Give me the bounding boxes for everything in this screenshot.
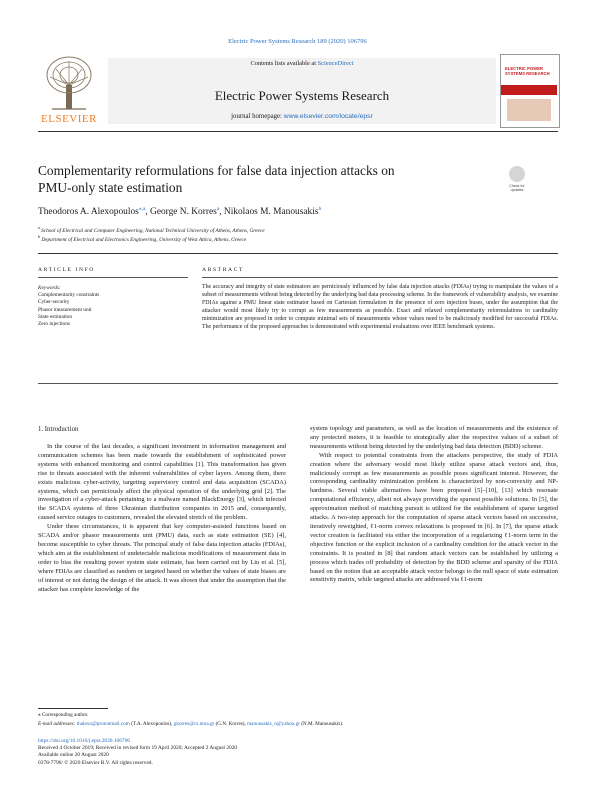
abstract-rule	[202, 277, 558, 278]
homepage-prefix: journal homepage:	[231, 113, 282, 120]
author-affil-marker[interactable]: b	[318, 206, 322, 212]
keyword-item: Complementarity constraints	[38, 292, 100, 299]
keyword-item: State estimation	[38, 313, 72, 320]
check-updates-line2: updates	[510, 188, 524, 192]
keywords-block	[38, 285, 188, 328]
header-rule	[38, 131, 558, 132]
article-info-heading: ARTICLE INFO	[38, 267, 95, 273]
corresponding-author-note: ⁎ Corresponding author.	[38, 712, 89, 718]
journal-cover-thumbnail[interactable]	[500, 54, 560, 128]
keyword-item: Zero injections	[38, 321, 70, 328]
body-paragraph: With respect to potential constraints from the attackers perspective, the study of FDIA creation where the adversary would most likely utilize sparse attack vectors and, thus, maliciously corrupt as few measurements as possible poses significant interest. However, the corresponding cardinality minimization problem is characterized by non-convexity and NP-hardness. Several viable alternatives have been proposed [5]–[10], [13] which resonate computational efficiency, albeit not always providing the sparsest possible solutions. In [5], the approximation method of matching pursuit is utilized for the establishment of sparse targeted attacks. A two-step approach for the computation of sparse attack vectors based on successive, iteratively reweighted, ℓ1-norm convex relaxations is proposed in [6]. In [7], the sparse attack vector creation is facilitated via either the incorporation of a regularizing ℓ1-norm term in the objective function or the explicit inclusion of a cardinality condition for the attack vector in the constraints. It is posited in [8] that random attack vectors can be established by utilizing a process which trades off probability of detection by the BDD scheme and sparsity of the FDIA based on the notion that an acceptable attack vector belongs to the null space of state estimation sensitivity matrix, while targeted attacks are addressed via ℓ1-norm	[310, 451, 558, 584]
affiliation-marker: b	[38, 234, 40, 239]
abstract-text: The accuracy and integrity of state estimators are perniciously influenced by false data injection attacks (FDIAs) trying to manipulate the values of a subset of measurements without being detected by the underlying bad data processing scheme. In the framework of vulnerability analysis, we examine FDIAs against a PMU linear state estimator based on Cartesian formulation in the presence of zero injection buses, under the assumption that the attacker would most likely try to corrupt as few measurements as possible. Exact and relaxed complementarity reformulations to cardinality minimization are proposed in order to compute minimal sets of measurements whose values need to be maliciously modified for successful FDIAs. The performance of the proposed approaches is demonstrated with experimental evaluations over IEEE benchmark systems.	[202, 284, 558, 330]
introduction-heading: 1. Introduction	[38, 426, 79, 433]
body-column-left	[38, 443, 286, 594]
received-dates: Received 4 October 2019; Received in revised form 19 April 2020; Accepted 2 August 2020	[38, 745, 238, 752]
journal-title: Electric Power Systems Research	[214, 88, 390, 103]
cover-stripe	[501, 85, 557, 95]
cover-title	[505, 67, 550, 76]
elsevier-wordmark: ELSEVIER	[41, 113, 97, 125]
body-paragraph-continued: system topology and parameters, as well as the location of measurements and the existence of any protected meters, it is feasible to strategically alter the respective values of a subset of measurements without being detected by the underlying bad data detection (BDD) scheme.	[310, 425, 558, 450]
copyright-line: 0378-7796/ © 2020 Elsevier B.V. All rights reserved.	[38, 759, 153, 766]
affiliation-rule	[38, 253, 558, 254]
keyword-item: Cyber-security	[38, 299, 70, 306]
affiliation	[38, 234, 538, 243]
abstract-bottom-rule	[38, 383, 558, 384]
author-list: Theodoros A. Alexopoulos$^{⁎,a}$, George N. Korres$^a$, Nikolaos M. Manousakis$^b$	[38, 206, 322, 218]
email-label: E-mail addresses:	[38, 721, 76, 727]
email-owner: (T.A. Alexopoulos),	[131, 721, 173, 727]
body-paragraph: In the course of the last decades, a significant investment in information management and communication schemes has been made towards the establishment of sophisticated power systems with enhanced monitoring and control capabilities [1]. This transformation has given rise to threats associated with the inherent vulnerabilities of cyber layers. Among them, there exists malicious cyber-activity, targeting supervisory control and data acquisition (SCADA) systems, which can perniciously affect the physical operation of the underlying grid [2]. The investigation of a cyber-attack pertaining to a malware named BlackEnergy [3], which infected the SCADA systems of three Ukrainian distribution companies in 2015 and, consequently, caused service outages to customers, revealed the elevated stretch of the problem.	[38, 443, 286, 522]
email-link[interactable]: thalexo@protonmail.com	[76, 721, 130, 727]
abstract-heading: ABSTRACT	[202, 267, 245, 273]
email-owner: (N.M. Manousakis).	[301, 721, 344, 727]
sciencedirect-link[interactable]: ScienceDirect	[317, 60, 354, 67]
affiliation-text: School of Electrical and Computer Engineering, National Technical University of Athens, Athens, Greece	[41, 227, 265, 234]
cover-image	[507, 99, 551, 121]
email-footnote	[38, 721, 558, 728]
author-affil-marker[interactable]: a	[216, 206, 220, 212]
doi-link[interactable]: https://doi.org/10.1016/j.epsr.2020.106796	[38, 738, 130, 744]
check-updates-icon	[509, 166, 525, 182]
contents-line	[108, 60, 496, 67]
email-link[interactable]: gkorres@cs.ntua.gr	[173, 721, 215, 727]
author-name[interactable]: George N. Korres	[150, 207, 217, 218]
affiliation-text: Department of Electrical and Electronics Engineering, University of West Attica, Athens, Greece	[41, 236, 247, 243]
keywords-label: Keywords:	[38, 285, 61, 291]
email-link[interactable]: manousakis_n@yahoo.gr	[247, 721, 300, 727]
keyword-item: Phasor measurement unit	[38, 306, 92, 313]
homepage-link[interactable]: www.elsevier.com/locate/epsr	[283, 113, 373, 120]
check-updates-line1: Check for	[509, 184, 525, 188]
bottom-info	[38, 738, 558, 767]
check-updates-label	[502, 184, 532, 192]
affiliation-marker: a	[38, 225, 40, 230]
body-paragraph: Under these circumstances, it is apparent that key computer-assisted functions based on SCADA and/or phasor measurements unit (PMU) data, such as state estimation (SE) [4], become susceptible to cyber threats. The principal study of false data injection attacks (FDIAs), which aim at the establishment of undetectable malicious modifications of measurement data in order to bias the resulting power system state estimate, has been carried out by Liu et al. [5], where FDIAs are classified as random or targeted based on whether the values of state biases are of interest or not during the design of the attack. It was shown that under the assumption that the attacker has complete knowledge of the	[38, 523, 286, 593]
footnote-rule	[38, 708, 108, 709]
author-affil-marker[interactable]: ⁎,a	[138, 206, 146, 212]
journal-citation-link[interactable]: Electric Power Systems Research 189 (2020) 106796	[228, 38, 367, 45]
author-name[interactable]: Theodoros A. Alexopoulos	[38, 207, 139, 218]
contents-prefix: Contents lists available at	[250, 60, 317, 67]
affiliation	[38, 225, 538, 234]
article-title-line1: Complementarity reformulations for false data injection attacks on	[38, 163, 395, 178]
check-for-updates-badge[interactable]	[502, 166, 532, 200]
journal-homepage-line	[108, 113, 496, 120]
author-name[interactable]: Nikolaos M. Manousakis	[223, 207, 319, 218]
article-title	[38, 162, 478, 196]
elsevier-tree-icon	[44, 55, 94, 111]
article-info-rule	[38, 277, 188, 278]
elsevier-logo[interactable]	[38, 55, 100, 127]
available-online: Available online 20 August 2020	[38, 752, 109, 759]
cover-title-line2: SYSTEMS RESEARCH	[505, 70, 550, 76]
email-owner: (G.N. Korres),	[215, 721, 246, 727]
cover-title-line1: ELECTRIC POWER	[505, 66, 543, 71]
body-column-right	[310, 425, 558, 585]
article-title-line2: PMU-only state estimation	[38, 180, 183, 195]
